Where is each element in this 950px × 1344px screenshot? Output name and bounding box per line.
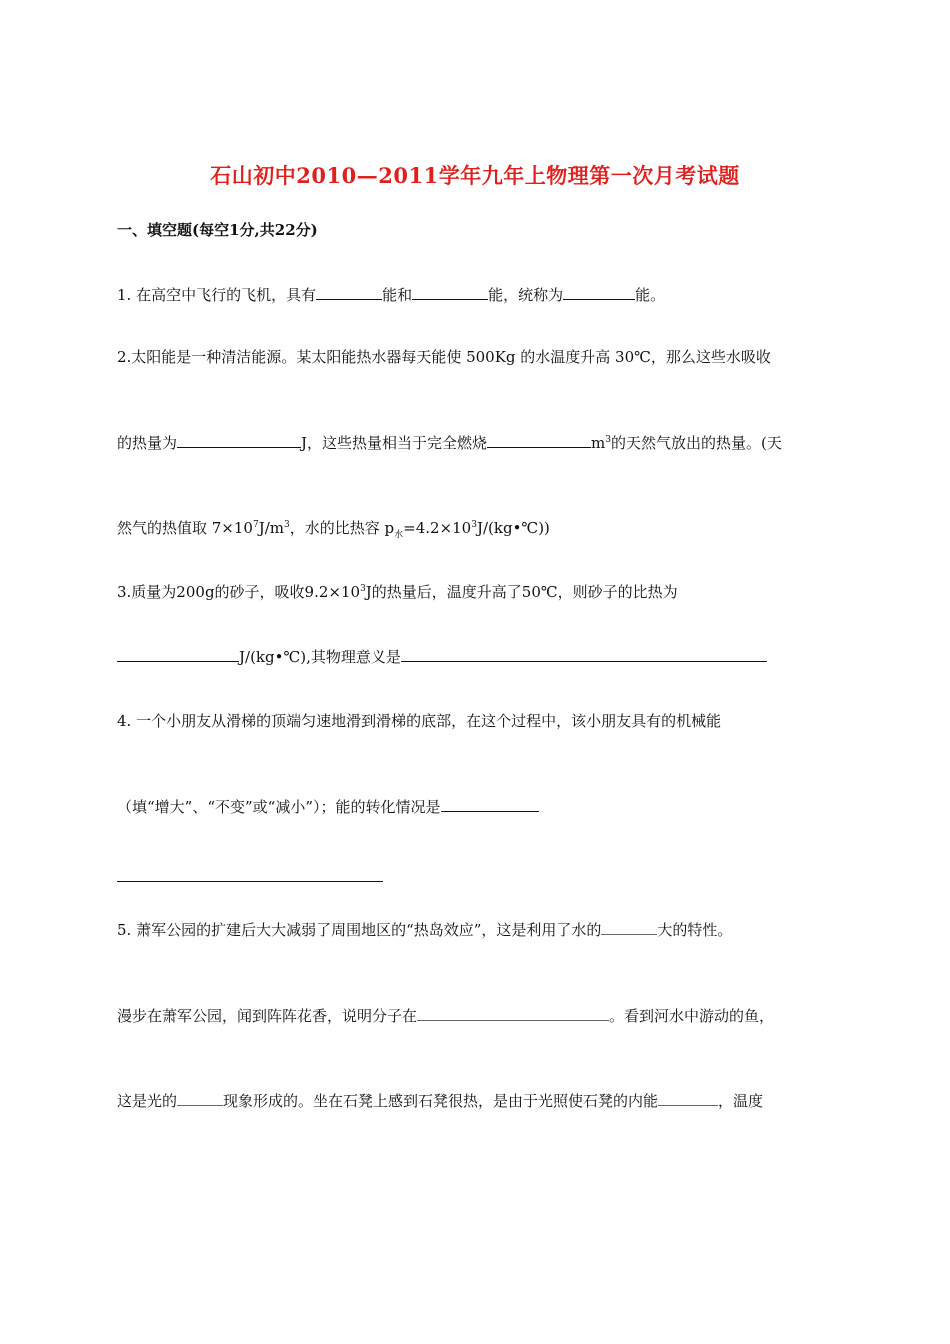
- exam-title: 石山初中2010—2011学年九年上物理第一次月考试题: [210, 163, 740, 188]
- question-2-line-3: [117, 517, 550, 540]
- q1-blank-3[interactable]: [563, 283, 635, 300]
- q4-text: （填“增大”、“不变”或“减小”）；能的转化情况是: [117, 798, 441, 816]
- q1-text-a: 1. 在高空中飞行的飞机，具有: [117, 286, 317, 304]
- q3-text-b: J的热量后，温度升高了50℃，则砂子的比热为: [365, 583, 678, 601]
- q5-text-e: 这是光的: [117, 1092, 178, 1110]
- q5-text-g: ，温度: [718, 1092, 764, 1110]
- q1-blank-1[interactable]: [316, 283, 382, 300]
- q5-blank-4[interactable]: [658, 1089, 718, 1106]
- section-heading-fill-blank: 一、填空题(每空1分,共22分): [117, 221, 318, 239]
- q5-text-f: 现象形成的。坐在石凳上感到石凳很热，是由于光照使石凳的内能: [223, 1092, 659, 1110]
- q5-text-a: 5. 萧军公园的扩建后大大减弱了周围地区的“热岛效应”，这是利用了水的: [117, 921, 602, 939]
- q2-blank-2[interactable]: [487, 431, 591, 448]
- q2-superscript: 3: [605, 435, 611, 445]
- q2-unit: J/m: [258, 519, 284, 537]
- q2-sup-c: 3: [471, 520, 477, 530]
- q4-blank-1[interactable]: [441, 795, 539, 812]
- q2-text-d: 的天然气放出的热量。(天: [611, 434, 782, 452]
- q3-blank-2[interactable]: [401, 645, 767, 662]
- q3-blank-1[interactable]: [117, 645, 239, 662]
- question-3-line-2: [117, 645, 767, 667]
- q5-text-c: 漫步在萧军公园，闻到阵阵花香，说明分子在: [117, 1007, 418, 1025]
- question-1: [117, 283, 665, 305]
- q5-blank-2[interactable]: [417, 1004, 609, 1021]
- q2-specific-heat-unit: J/(kg•℃)): [476, 519, 550, 537]
- question-5-line-1: [117, 918, 732, 940]
- question-5-line-2: [117, 1004, 774, 1026]
- q1-blank-2[interactable]: [412, 283, 488, 300]
- question-2-line-2: [117, 431, 782, 453]
- q2-blank-1[interactable]: [177, 431, 301, 448]
- q2-text-b: J，这些热量相当于完全燃烧: [301, 434, 488, 452]
- question-4-line-2: [117, 795, 539, 817]
- q2-sup-b: 3: [284, 520, 290, 530]
- question-5-line-3: [117, 1089, 763, 1111]
- q2-text-c: m: [591, 434, 606, 452]
- q3-text-a: 3.质量为200g的砂子，吸收9.2×10: [117, 583, 361, 601]
- q3-text-c: J/(kg•℃),其物理意义是: [239, 648, 401, 666]
- q2-specific-heat-label: ，水的比热容 p: [289, 519, 395, 537]
- q3-sup: 3: [360, 584, 366, 594]
- q5-text-b: 大的特性。: [657, 921, 733, 939]
- q5-text-d: 。看到河水中游动的鱼，: [609, 1007, 775, 1025]
- q1-text-c: 能，统称为: [488, 286, 564, 304]
- q2-text-a: 的热量为: [117, 434, 178, 452]
- q2-sup-a: 7: [252, 520, 259, 530]
- question-3-line-1: [117, 581, 678, 602]
- q1-text-b: 能和: [382, 286, 413, 304]
- q2-sub-water: 水: [394, 530, 404, 540]
- q2-heat-value: 然气的热值取 7×10: [117, 519, 253, 537]
- q5-blank-3[interactable]: [177, 1089, 223, 1106]
- q1-text-d: 能。: [635, 286, 666, 304]
- question-2-line-1: 2.太阳能是一种清洁能源。某太阳能热水器每天能使 500Kg 的水温度升高 30℃，那么这些水吸收: [117, 348, 771, 366]
- q5-blank-1[interactable]: [601, 918, 657, 935]
- q4-blank-2[interactable]: [117, 881, 383, 882]
- q2-specific-heat-value: =4.2×10: [403, 519, 472, 537]
- question-4-line-1: 4. 一个小朋友从滑梯的顶端匀速地滑到滑梯的底部，在这个过程中，该小朋友具有的机械能: [117, 712, 722, 730]
